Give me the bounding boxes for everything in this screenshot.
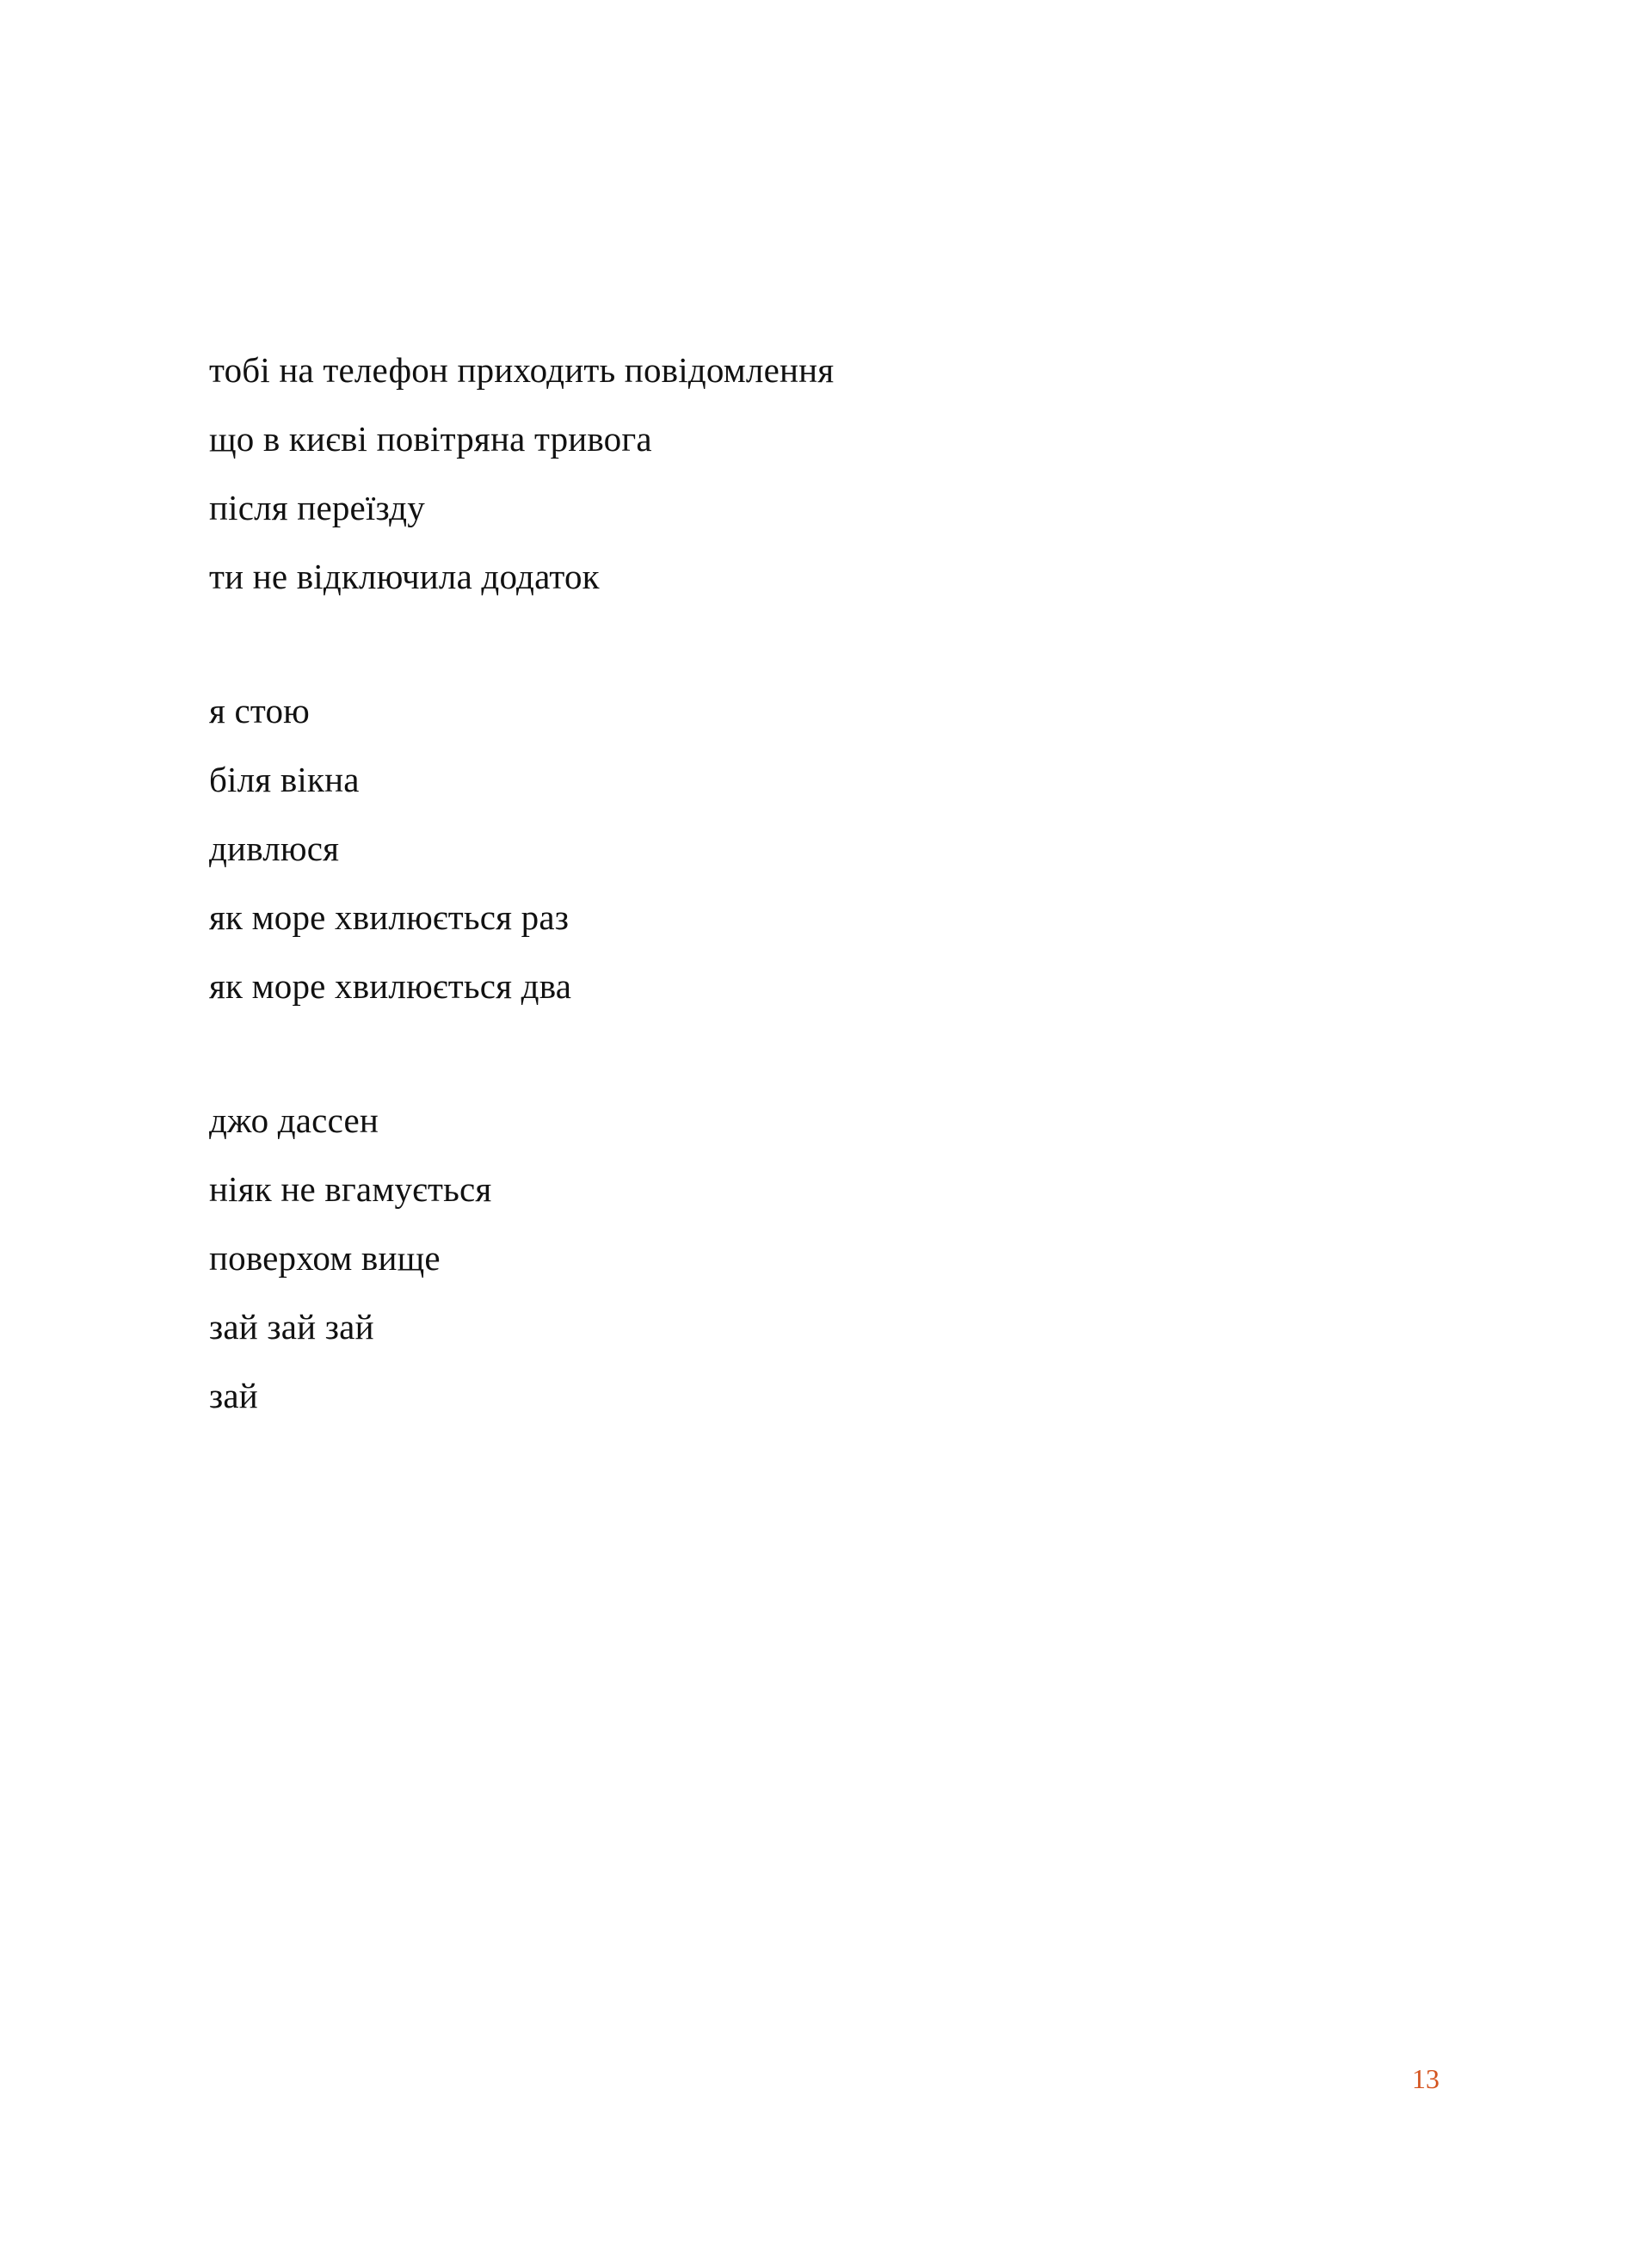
page-number: 13	[1412, 2063, 1439, 2094]
poem-line: біля вікна	[209, 760, 360, 799]
poem-line: поверхом вище	[209, 1238, 441, 1278]
poem-line: джо дассен	[209, 1100, 379, 1140]
poem-line: зай зай зай	[209, 1307, 374, 1346]
poem-line: як море хвилюється раз	[209, 897, 570, 937]
poem-line: після переїзду	[209, 488, 425, 527]
poem-body	[209, 336, 1414, 1430]
poem-line: тобі на телефон приходить повідомлення	[209, 350, 835, 390]
poem-line: ти не відключила додаток	[209, 557, 600, 596]
poem-line: як море хвилюється два	[209, 966, 572, 1006]
poem-line: дивлюся	[209, 829, 340, 868]
poem-stanza	[209, 336, 1414, 611]
poem-line: зай	[209, 1376, 258, 1415]
poem-stanza	[209, 676, 1414, 1020]
poem-line: що в києві повітряна тривога	[209, 419, 652, 459]
poem-line: ніяк не вгамується	[209, 1169, 492, 1209]
poem-line: я стою	[209, 691, 311, 730]
poem-stanza	[209, 1086, 1414, 1430]
